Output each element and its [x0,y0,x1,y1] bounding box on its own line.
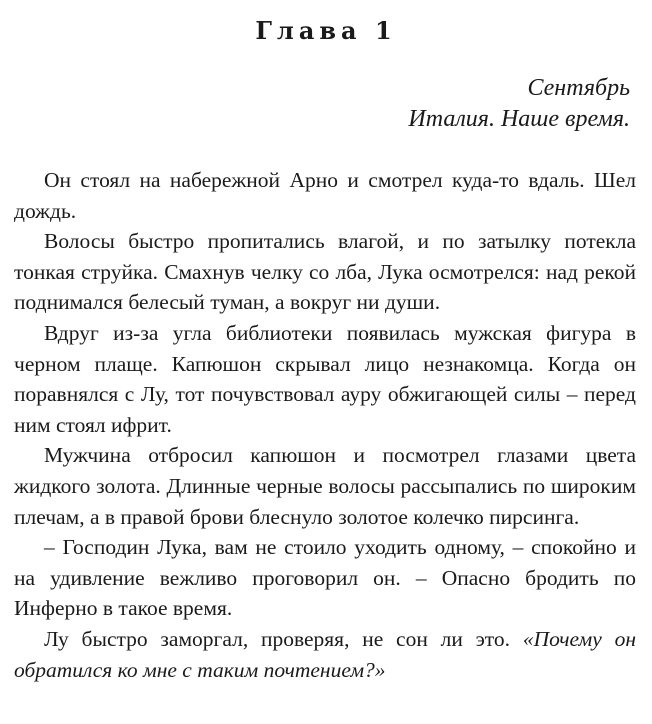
epigraph-place-time: Италия. Наше время. [408,106,630,132]
paragraph: Волосы быстро пропитались влагой, и по затылку потекла тонкая струйка. Смахнув челку со лба, Лука осмотрелся: над рекой поднимался белесый туман, а вокруг ни души. [14,229,636,315]
chapter-body [14,165,636,685]
paragraph-last [14,624,636,685]
paragraph: – Господин Лука, вам не стоило уходить одному, – спокойно и на удивление вежливо проговорил он. – Опасно бродить по Инферно в такое время. [14,535,636,621]
paragraph-last-text: Лу быстро заморгал, проверяя, не сон ли это. [44,626,523,651]
epigraph-month: Сентябрь [527,75,630,101]
paragraph: Вдруг из-за угла библиотеки появилась мужская фигура в черном плаще. Капюшон скрывал лицо незнакомца. Когда он поравнялся с Лу, тот почувствовал ауру обжигающей силы – перед ним стоял ифрит. [14,320,636,437]
paragraph: Мужчина отбросил капюшон и посмотрел глазами цвета жидкого золота. Длинные черные волосы рассыпались по широким плечам, а в правой брови блеснуло золотое колечко пирсинга. [14,443,636,529]
epigraph [408,73,630,135]
paragraph: Он стоял на набережной Арно и смотрел куда-то вдаль. Шел дождь. [14,168,636,223]
inner-thought: «Почему он обратился ко мне с таким почтением?» [14,626,636,682]
chapter-title: Глава 1 [255,16,397,45]
